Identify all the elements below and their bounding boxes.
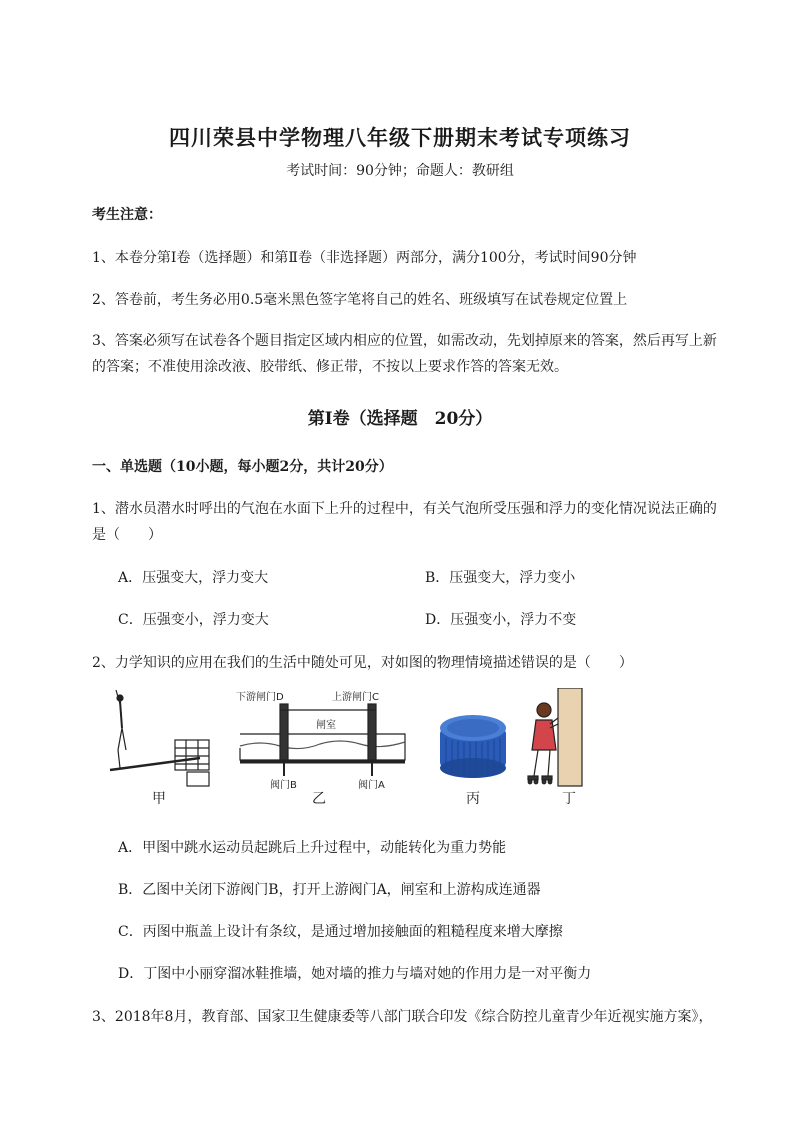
- label-downstream-gate: 下游闸门D: [236, 692, 284, 703]
- q2-option-c[interactable]: C．丙图中瓶盖上设计有条纹，是通过增加接触面的粗糙程度来增大摩擦: [118, 924, 563, 940]
- q3-stem: 3、2018年8月，教育部、国家卫生健康委等八部门联合印发《综合防控儿童青少年近视实施方案》，: [92, 1009, 713, 1025]
- q2-figure-drawing: [100, 688, 630, 808]
- part-heading: 一、单选题（10小题，每小题2分，共计20分）: [92, 459, 393, 475]
- q1-stem-line2: 是（ ）: [92, 527, 162, 543]
- girl-pushing-wall-illustration: [528, 688, 582, 786]
- caption-yi: 乙: [312, 791, 326, 807]
- notice-item-3-cont: 的答案；不准使用涂改液、胶带纸、修正带，不按以上要求作答的答案无效。: [92, 359, 568, 375]
- section-title: 第Ⅰ卷（选择题 20分）: [307, 409, 493, 429]
- caption-ding: 丁: [562, 791, 576, 807]
- notice-item-2: 2、答卷前，考生务必用0.5毫米黑色签字笔将自己的姓名、班级填写在试卷规定位置上: [92, 292, 628, 308]
- page-title: 四川荣县中学物理八年级下册期末考试专项练习: [169, 125, 631, 150]
- q2-option-a[interactable]: A．甲图中跳水运动员起跳后上升过程中，动能转化为重力势能: [118, 840, 507, 856]
- label-valve-b: 阀门B: [270, 780, 297, 791]
- q1-stem-line1: 1、潜水员潜水时呼出的气泡在水面下上升的过程中，有关气泡所受压强和浮力的变化情况说法正确的: [92, 501, 717, 517]
- q1-option-b[interactable]: B．压强变大，浮力变小: [425, 570, 576, 586]
- label-upstream-gate: 上游闸门C: [332, 692, 379, 703]
- caption-jia: 甲: [152, 791, 166, 807]
- bottle-cap-illustration: [440, 715, 506, 778]
- notice-item-1: 1、本卷分第Ⅰ卷（选择题）和第Ⅱ卷（非选择题）两部分，满分100分，考试时间90分钟: [92, 250, 637, 266]
- q1-option-d[interactable]: D．压强变小，浮力不变: [425, 612, 577, 628]
- label-valve-a: 阀门A: [358, 780, 385, 791]
- notice-item-3: 3、答案必须写在试卷各个题目指定区域内相应的位置，如需改动，先划掉原来的答案，然后再写上新: [92, 333, 717, 349]
- q2-figure: [100, 688, 630, 808]
- diver-illustration: [110, 690, 209, 786]
- q1-option-a[interactable]: A．压强变大，浮力变大: [118, 570, 269, 586]
- caption-bing: 丙: [466, 791, 480, 807]
- q2-stem: 2、力学知识的应用在我们的生活中随处可见，对如图的物理情境描述错误的是（ ）: [92, 655, 633, 671]
- q2-option-d[interactable]: D．丁图中小丽穿溜冰鞋推墙，她对墙的推力与墙对她的作用力是一对平衡力: [118, 966, 592, 982]
- ship-lock-illustration: [236, 690, 405, 791]
- notice-heading: 考生注意：: [92, 207, 162, 223]
- q2-option-b[interactable]: B．乙图中关闭下游阀门B，打开上游阀门A，闸室和上游构成连通器: [118, 882, 541, 898]
- exam-subtitle: 考试时间：90分钟；命题人：教研组: [286, 163, 514, 179]
- label-chamber: 闸室: [316, 720, 336, 731]
- q1-option-c[interactable]: C．压强变小，浮力变大: [118, 612, 269, 628]
